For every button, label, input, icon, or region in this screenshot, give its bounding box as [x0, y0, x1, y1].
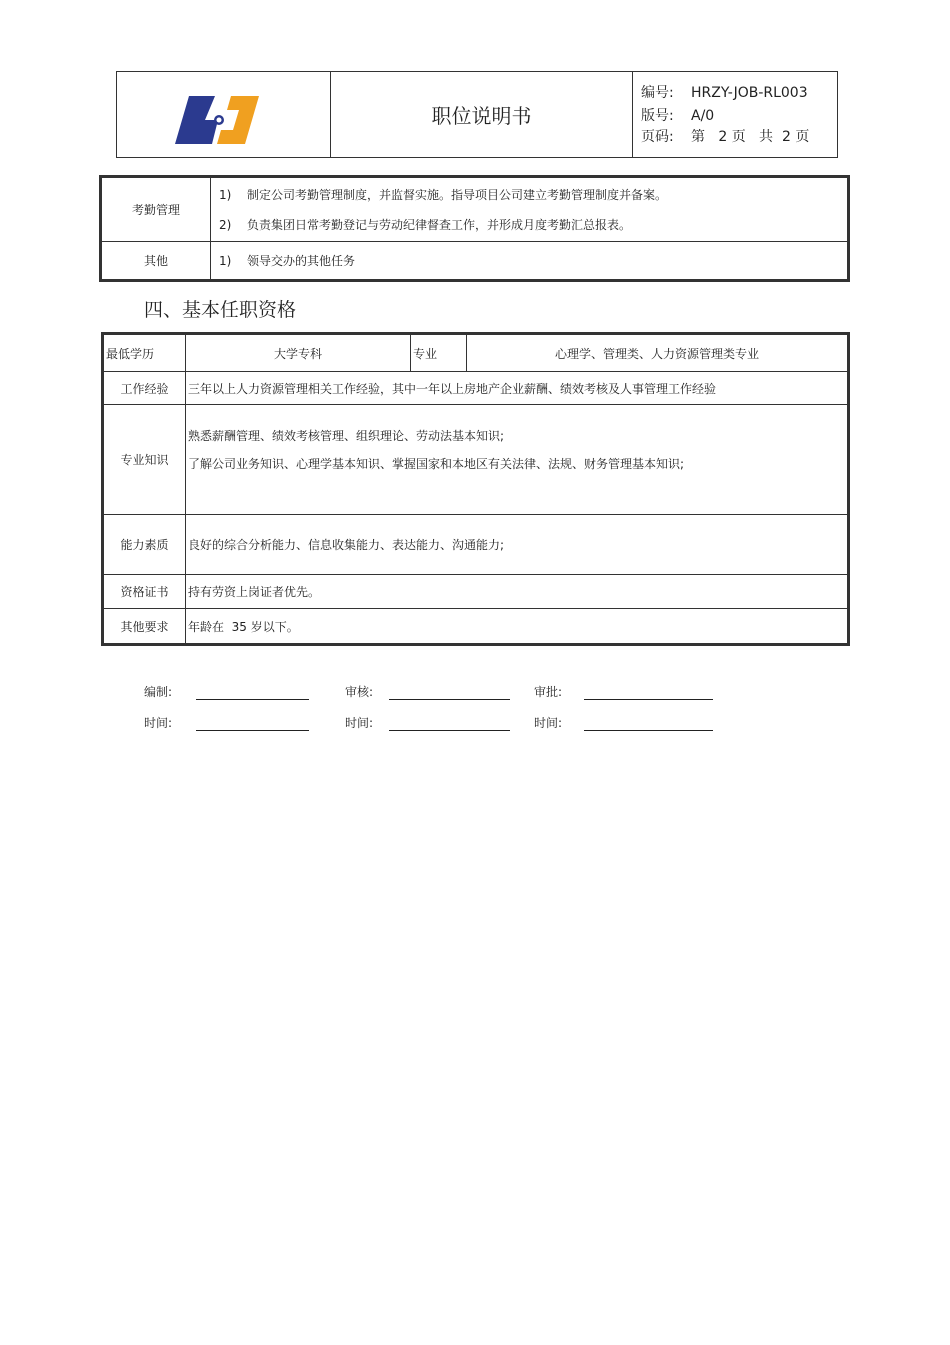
- doc-code-line: [641, 82, 808, 102]
- section-title: 四、基本任职资格: [144, 299, 297, 321]
- qualification-value: 持有劳资上岗证者优先。: [186, 575, 848, 609]
- qualification-line: 了解公司业务知识、心理学基本知识、掌握国家和本地区有关法律、法规、财务管理基本知识;: [188, 456, 685, 471]
- duty-items: [211, 242, 848, 280]
- qualification-value: [186, 405, 848, 515]
- doc-page-label: 页码:: [641, 129, 674, 145]
- duty-item-text: 领导交办的其他任务: [247, 254, 356, 268]
- duty-item: [211, 180, 847, 210]
- qualification-value: 年龄在 35 岁以下。: [186, 609, 848, 644]
- doc-page-value: 第 2 页 共 2 页: [691, 129, 810, 145]
- reviewed-by-label: 审核:: [345, 685, 374, 699]
- qualifications-table: [103, 334, 848, 644]
- table-row: [104, 609, 848, 644]
- doc-version-value: A/0: [691, 108, 715, 124]
- reviewed-date-label: 时间:: [345, 716, 374, 730]
- duty-item: [211, 210, 847, 240]
- doc-code-value: HRZY-JOB-RL003: [691, 85, 808, 101]
- prepared-date-line[interactable]: [196, 730, 309, 731]
- duty-item-text: 负责集团日常考勤登记与劳动纪律督查工作，并形成月度考勤汇总报表。: [247, 218, 632, 232]
- doc-page-line: [641, 126, 809, 146]
- approved-by-label: 审批:: [534, 685, 563, 699]
- logo-cell: [117, 72, 331, 157]
- education-value: 大学专科: [186, 335, 411, 372]
- doc-version-label: 版号:: [641, 108, 674, 124]
- duty-item-number: 1): [219, 253, 232, 268]
- company-logo: [117, 72, 331, 157]
- duty-category: 考勤管理: [102, 178, 211, 242]
- approved-by-line[interactable]: [584, 699, 713, 700]
- qualification-label: 资格证书: [104, 575, 186, 609]
- qualification-label: 专业知识: [104, 405, 186, 515]
- duty-item-number: 1): [219, 187, 232, 202]
- document-title-cell: [331, 72, 633, 157]
- table-row: [102, 178, 848, 242]
- document-title: 职位说明书: [431, 104, 532, 128]
- reviewed-date-line[interactable]: [389, 730, 510, 731]
- table-row: [104, 405, 848, 515]
- approved-date-line[interactable]: [584, 730, 713, 731]
- major-value: 心理学、管理类、人力资源管理类专业: [467, 335, 848, 372]
- duty-item: [211, 252, 847, 269]
- duty-item-text: 制定公司考勤管理制度，并监督实施。指导项目公司建立考勤管理制度并备案。: [247, 188, 668, 202]
- education-label: 最低学历: [104, 335, 186, 372]
- prepared-by-label: 编制:: [144, 685, 173, 699]
- duties-table: [101, 177, 848, 280]
- table-row: [104, 372, 848, 405]
- qualification-value: 良好的综合分析能力、信息收集能力、表达能力、沟通能力;: [186, 515, 848, 575]
- table-row: [102, 242, 848, 280]
- doc-code-label: 编号:: [641, 85, 674, 101]
- document-meta: [633, 72, 837, 157]
- prepared-date-label: 时间:: [144, 716, 173, 730]
- qualification-label: 其他要求: [104, 609, 186, 644]
- doc-version-line: [641, 105, 714, 125]
- document-header: [116, 71, 838, 158]
- table-row: [104, 515, 848, 575]
- major-label: 专业: [411, 335, 467, 372]
- duty-item-number: 2): [219, 217, 232, 232]
- qualification-label: 能力素质: [104, 515, 186, 575]
- prepared-by-line[interactable]: [196, 699, 309, 700]
- qualification-line: 熟悉薪酬管理、绩效考核管理、组织理论、劳动法基本知识;: [188, 428, 505, 443]
- table-row: [104, 335, 848, 372]
- approved-date-label: 时间:: [534, 716, 563, 730]
- table-row: [104, 575, 848, 609]
- duty-items: [211, 178, 848, 242]
- duty-category: 其他: [102, 242, 211, 280]
- reviewed-by-line[interactable]: [389, 699, 510, 700]
- qualification-value: 三年以上人力资源管理相关工作经验，其中一年以上房地产企业薪酬、绩效考核及人事管理工作经验: [186, 372, 848, 405]
- qualification-label: 工作经验: [104, 372, 186, 405]
